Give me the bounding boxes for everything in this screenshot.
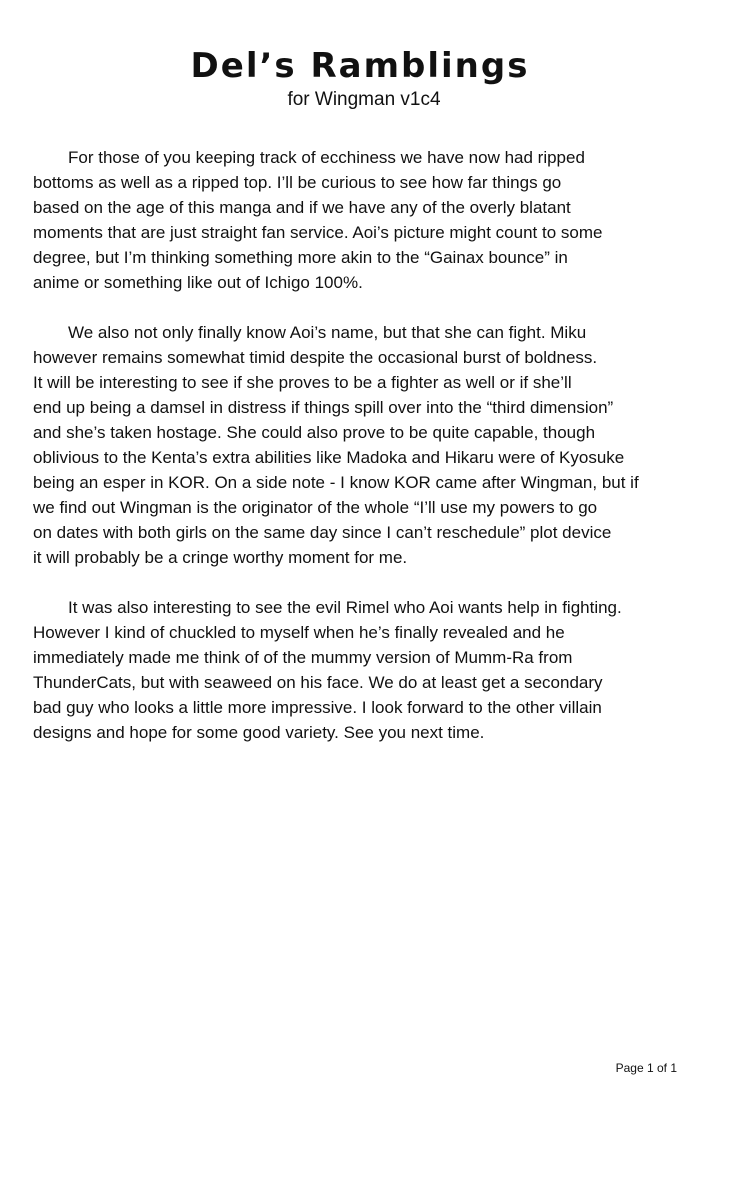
paragraph-line: immediately made me think of of the mummy version of Mumm-Ra from bbox=[33, 648, 573, 667]
paragraph-line: bottoms as well as a ripped top. I’ll be curious to see how far things go bbox=[33, 173, 562, 192]
paragraph-line: anime or something like out of Ichigo 100%. bbox=[33, 273, 363, 292]
paragraph-line: on dates with both girls on the same day since I can’t reschedule” plot device bbox=[33, 523, 612, 542]
paragraph-line: moments that are just straight fan service. Aoi’s picture might count to some bbox=[33, 223, 603, 242]
paragraph-line: It will be interesting to see if she proves to be a fighter as well or if she’ll bbox=[33, 373, 572, 392]
paragraph-line: For those of you keeping track of ecchiness we have now had ripped bbox=[68, 148, 585, 167]
paragraph-line: We also not only finally know Aoi’s name, but that she can fight. Miku bbox=[68, 323, 587, 342]
paragraph-line: and she’s taken hostage. She could also prove to be quite capable, though bbox=[33, 423, 596, 442]
document-subtitle: for Wingman v1c4 bbox=[287, 89, 441, 110]
paragraph-line: It was also interesting to see the evil Rimel who Aoi wants help in fighting. bbox=[68, 598, 622, 617]
paragraph-line: oblivious to the Kenta’s extra abilities like Madoka and Hikaru were of Kyosuke bbox=[33, 448, 625, 467]
paragraph-line: However I kind of chuckled to myself when he’s finally revealed and he bbox=[33, 623, 565, 642]
paragraph bbox=[33, 320, 738, 570]
paragraph-line: degree, but I’m thinking something more akin to the “Gainax bounce” in bbox=[33, 248, 568, 267]
document-body bbox=[33, 145, 738, 770]
paragraph-line: it will probably be a cringe worthy moment for me. bbox=[33, 548, 408, 567]
paragraph-line: we find out Wingman is the originator of the whole “I’ll use my powers to go bbox=[33, 498, 598, 517]
document-title: Del’s Ramblings bbox=[190, 46, 530, 86]
paragraph bbox=[33, 145, 738, 295]
paragraph-line: bad guy who looks a little more impressive. I look forward to the other villain bbox=[33, 698, 602, 717]
page-number-label: Page 1 of 1 bbox=[615, 1061, 677, 1075]
paragraph-line: being an esper in KOR. On a side note - I know KOR came after Wingman, but if bbox=[33, 473, 639, 492]
paragraph-line: end up being a damsel in distress if things spill over into the “third dimension” bbox=[33, 398, 614, 417]
paragraph bbox=[33, 595, 738, 745]
paragraph-line: however remains somewhat timid despite the occasional burst of boldness. bbox=[33, 348, 598, 367]
paragraph-line: based on the age of this manga and if we have any of the overly blatant bbox=[33, 198, 571, 217]
paragraph-line: designs and hope for some good variety. See you next time. bbox=[33, 723, 485, 742]
paragraph-line: ThunderCats, but with seaweed on his face. We do at least get a secondary bbox=[33, 673, 603, 692]
